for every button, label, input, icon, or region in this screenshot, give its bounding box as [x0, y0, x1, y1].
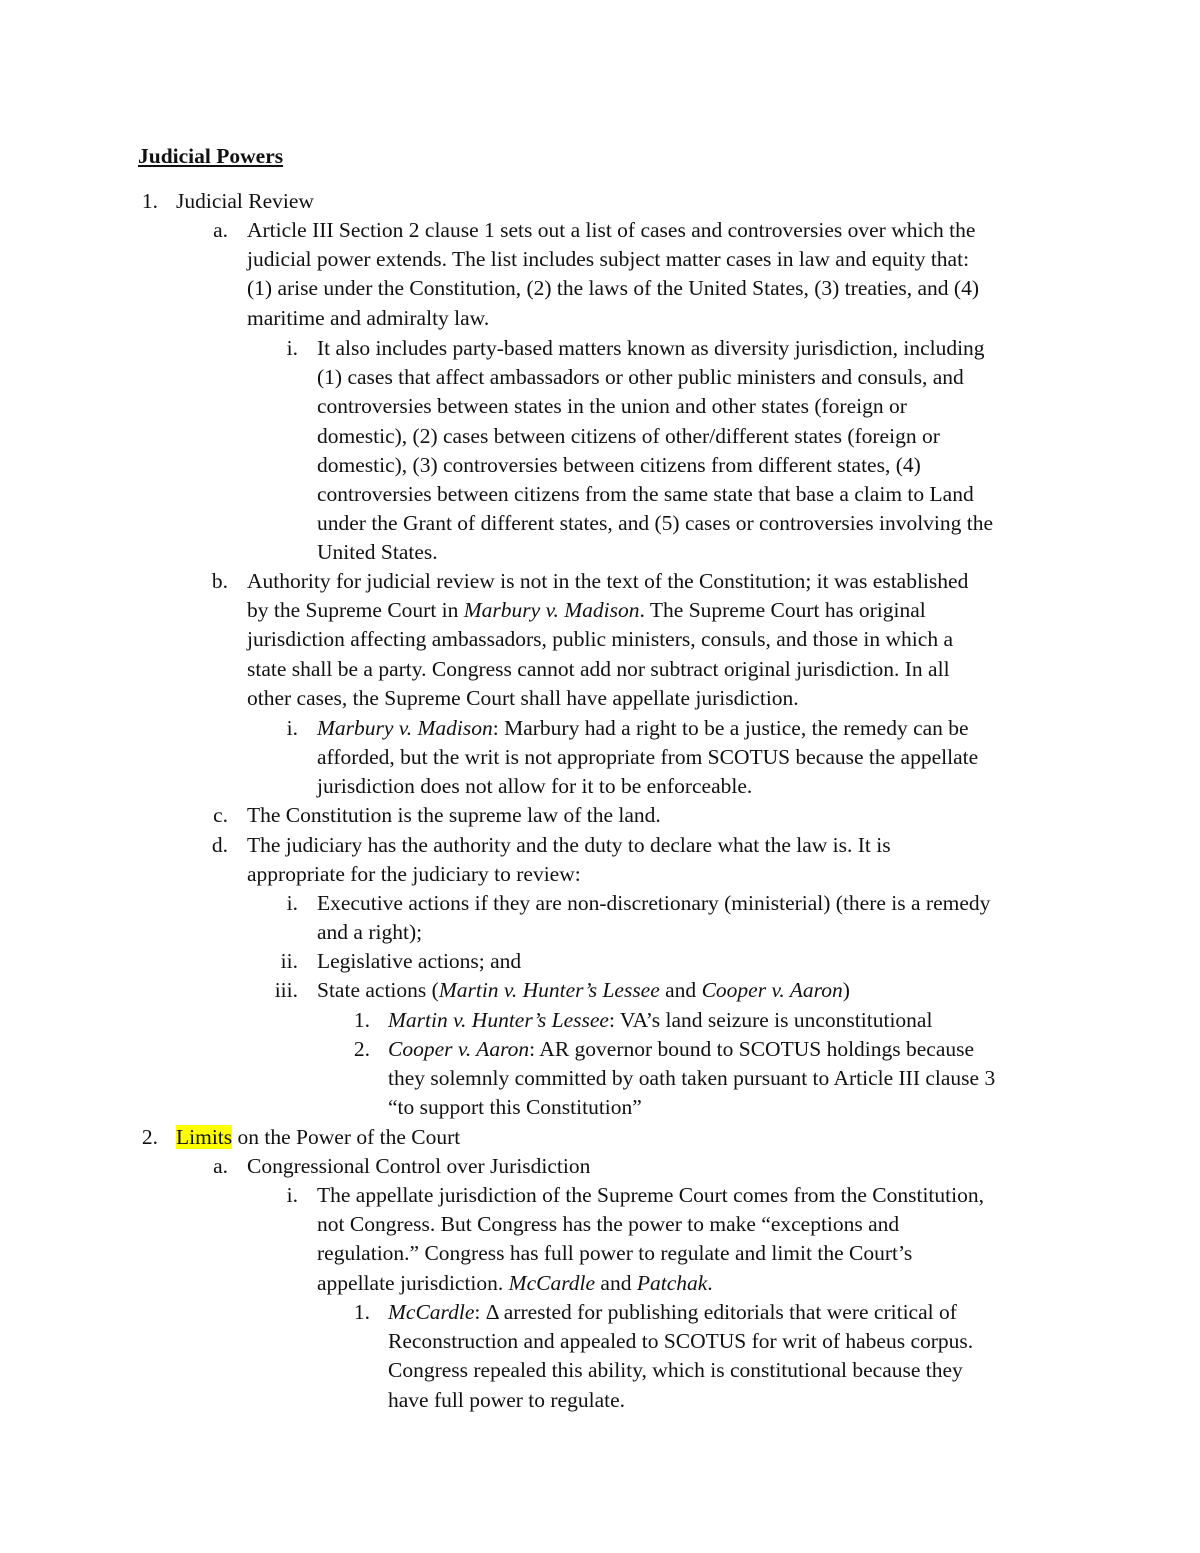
list-item-line: [247, 596, 926, 625]
list-item-line: [247, 625, 953, 654]
text-run: they solemnly committed by oath taken pursuant to Article III clause 3: [388, 1066, 996, 1091]
text-run: maritime and admiralty law.: [247, 305, 490, 330]
list-item-line: [247, 801, 661, 830]
text-run: by the Supreme Court in: [247, 598, 464, 623]
list-marker: i.: [286, 716, 298, 740]
text-run: afforded, but the writ is not appropriate from SCOTUS because the appellate: [317, 745, 979, 770]
case-name: McCardle: [508, 1270, 596, 1295]
list-item-line: [247, 860, 581, 889]
list-item-line: [317, 334, 985, 363]
list-item-line: [317, 947, 521, 976]
text-run: have full power to regulate.: [388, 1387, 626, 1412]
list-item-line: [317, 422, 940, 451]
case-name: Cooper v. Aaron: [701, 978, 843, 1002]
text-run: Congressional Control over Jurisdiction: [247, 1154, 591, 1178]
list-marker: d.: [211, 833, 228, 857]
list-item-line: [317, 1239, 912, 1268]
text-run: regulation.” Congress has full power to regulate and limit the Court’s: [317, 1241, 913, 1266]
list-marker: b.: [211, 569, 228, 593]
text-run: (1) arise under the Constitution, (2) the laws of the United States, (3) treaties, and (4): [247, 276, 979, 301]
list-marker: i.: [286, 336, 298, 360]
list-item-line: [247, 831, 891, 860]
list-marker: 2.: [353, 1037, 370, 1061]
text-run: .: [707, 1270, 713, 1295]
text-run: . The Supreme Court has original: [639, 598, 926, 623]
text-run: (1) cases that affect ambassadors or other public ministers and consuls, and: [317, 365, 964, 390]
list-item-line: [388, 1064, 995, 1093]
list-marker: ii.: [280, 949, 298, 973]
list-item-line: [317, 976, 850, 1005]
case-name: Marbury v. Madison: [463, 598, 640, 623]
list-item-line: [317, 538, 438, 567]
list-item-line: [388, 1006, 932, 1035]
page-title: Judicial Powers: [138, 144, 284, 168]
text-run: The Constitution is the supreme law of the land.: [247, 803, 661, 827]
text-run: Authority for judicial review is not in the text of the Constitution; it was established: [247, 569, 969, 593]
text-run: It also includes party-based matters known as diversity jurisdiction, including: [317, 336, 985, 360]
text-run: Congress repealed this ability, which is constitutional because they: [388, 1358, 963, 1383]
list-marker: 2.: [141, 1125, 158, 1149]
text-run: and: [659, 978, 702, 1002]
text-run: United States.: [317, 540, 438, 565]
text-run: : Marbury had a right to be a justice, the remedy can be: [492, 716, 969, 740]
list-item-line: [388, 1035, 974, 1064]
list-item-line: [317, 392, 907, 421]
list-item-line: [388, 1298, 957, 1327]
list-item-line: [317, 480, 974, 509]
text-run: The judiciary has the authority and the duty to declare what the law is. It is: [247, 833, 891, 857]
list-marker: a.: [213, 218, 228, 242]
list-marker: a.: [213, 1154, 228, 1178]
text-run: controversies between citizens from the same state that base a claim to Land: [317, 482, 974, 506]
list-item-line: [388, 1327, 973, 1356]
list-item-line: [247, 655, 950, 684]
list-item-line: [317, 363, 964, 392]
list-marker: 1.: [353, 1300, 370, 1324]
list-item-line: [176, 187, 314, 216]
list-marker: i.: [286, 891, 298, 915]
highlighted-text: Limits: [176, 1125, 233, 1149]
text-run: State actions (: [317, 978, 439, 1002]
list-item-line: [317, 451, 921, 480]
list-item-line: [317, 1269, 713, 1298]
list-item-line: [247, 684, 799, 713]
list-item-line: [317, 918, 422, 947]
list-item-line: [317, 743, 978, 772]
case-name: McCardle: [388, 1300, 475, 1324]
list-marker: 1.: [353, 1008, 370, 1032]
list-item-line: [317, 714, 969, 743]
text-run: and: [595, 1270, 637, 1295]
text-run: domestic), (3) controversies between citizens from different states, (4): [317, 452, 921, 477]
text-run: jurisdiction does not allow for it to be enforceable.: [317, 774, 753, 799]
text-run: Article III Section 2 clause 1 sets out a list of cases and controversies over which the: [247, 218, 976, 242]
text-run: “to support this Constitution”: [388, 1095, 642, 1120]
list-item-line: [247, 274, 979, 303]
text-run: Reconstruction and appealed to SCOTUS for writ of habeus corpus.: [388, 1329, 974, 1354]
list-item-line: [247, 304, 489, 333]
list-item-line: [317, 889, 990, 918]
text-run: judicial power extends. The list includes subject matter cases in law and equity that:: [247, 247, 970, 272]
list-item-line: [247, 1152, 590, 1181]
list-marker: 1.: [141, 189, 158, 213]
text-run: Judicial Review: [176, 189, 314, 213]
case-name: Martin v. Hunter’s Lessee: [388, 1008, 609, 1032]
text-run: not Congress. But Congress has the power to make “exceptions and: [317, 1212, 900, 1237]
list-item-line: [247, 567, 968, 596]
list-item-line: [317, 1210, 899, 1239]
text-run: appropriate for the judiciary to review:: [247, 862, 581, 887]
list-marker: c.: [213, 803, 228, 827]
list-marker: i.: [286, 1183, 298, 1207]
list-item-line: [176, 1123, 460, 1152]
case-name: Patchak: [636, 1270, 708, 1295]
text-run: Executive actions if they are non-discretionary (ministerial) (there is a remedy: [317, 891, 991, 915]
case-name: Marbury v. Madison: [317, 716, 493, 740]
list-item-line: [388, 1093, 642, 1122]
text-run: other cases, the Supreme Court shall have appellate jurisdiction.: [247, 685, 799, 710]
text-run: domestic), (2) cases between citizens of other/different states (foreign or: [317, 423, 940, 448]
case-name: Martin v. Hunter’s Lessee: [438, 978, 660, 1002]
list-item-line: [317, 772, 752, 801]
text-run: : AR governor bound to SCOTUS holdings because: [529, 1037, 975, 1061]
text-run: on the Power of the Court: [232, 1125, 461, 1149]
text-run: controversies between states in the union and other states (foreign or: [317, 394, 907, 419]
text-run: : VA’s land seizure is unconstitutional: [608, 1008, 933, 1032]
text-run: appellate jurisdiction.: [317, 1270, 509, 1295]
list-item-line: [317, 509, 993, 538]
list-item-line: [247, 216, 975, 245]
list-marker: iii.: [274, 978, 298, 1002]
text-run: under the Grant of different states, and (5) cases or controversies involving the: [317, 511, 994, 536]
case-name: Cooper v. Aaron: [388, 1037, 530, 1061]
text-run: The appellate jurisdiction of the Supreme Court comes from the Constitution,: [317, 1183, 984, 1207]
text-run: state shall be a party. Congress cannot add nor subtract original jurisdiction. In all: [247, 656, 950, 681]
text-run: jurisdiction affecting ambassadors, public ministers, consuls, and those in which a: [247, 627, 953, 652]
list-item-line: [247, 245, 969, 274]
text-run: ): [842, 978, 850, 1002]
text-run: Legislative actions; and: [317, 949, 522, 973]
list-item-line: [388, 1356, 963, 1385]
list-item-line: [317, 1181, 984, 1210]
text-run: and a right);: [317, 920, 423, 945]
text-run: : Δ arrested for publishing editorials that were critical of: [474, 1300, 957, 1324]
list-item-line: [388, 1386, 625, 1415]
